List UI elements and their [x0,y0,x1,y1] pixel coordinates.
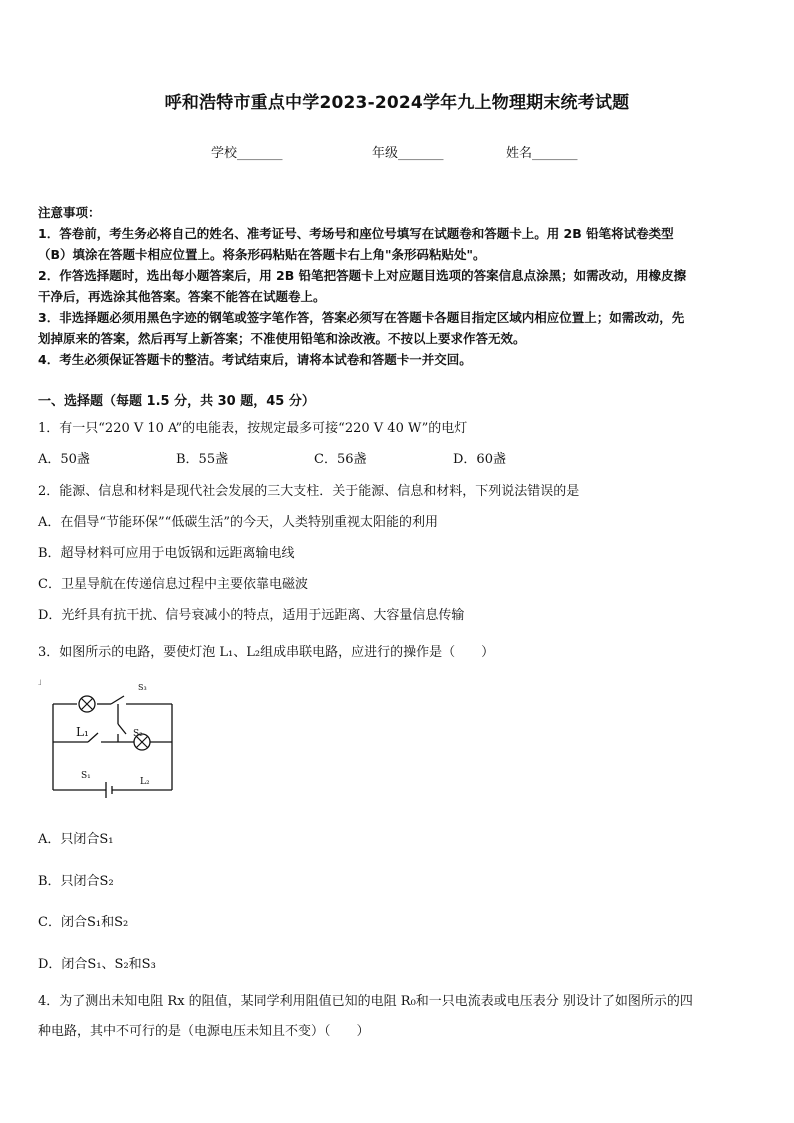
name-field: 姓名_______ [506,146,578,161]
q1-option-c: C．56盏 [314,452,367,467]
question-4-line-2: 种电路，其中不可行的是（电源电压未知且不变）（ ） [38,1024,370,1039]
label-s1: S₁ [81,771,91,781]
q1-option-d: D．60盏 [453,452,506,467]
q2-option-b: B．超导材料可应用于电饭锅和远距离输电线 [38,546,295,561]
question-4-line-1: 4．为了测出未知电阻 Rx 的阻值，某同学利用阻值已知的电阻 R₀和一只电流表或电压表分 别设计了如图所示的四 [38,994,693,1009]
corner-mark: 」 [38,677,46,686]
lamp-l1-icon [79,696,95,712]
notice-heading: 注意事项： [38,205,101,220]
notice-line: 2．作答选择题时，选出每小题答案后，用 2B 铅笔把答题卡上对应题目选项的答案信息点涂黑；如需改动，用橡皮擦 [38,268,687,283]
q3-option-b: B．只闭合S₂ [38,874,114,889]
label-s3: S₃ [138,683,147,692]
label-l2: L₂ [140,777,150,787]
notice-line: 4．考生必须保证答题卡的整洁。考试结束后，请将本试卷和答题卡一并交回。 [38,352,472,367]
notice-line: 干净后，再选涂其他答案。答案不能答在试题卷上。 [38,289,326,304]
label-s2: S₂ [133,729,143,739]
q2-option-d: D．光纤具有抗干扰、信号衰减小的特点，适用于远距离、大容量信息传输 [38,608,465,623]
circuit-diagram [38,674,178,802]
q2-option-c: C．卫星导航在传递信息过程中主要依靠电磁波 [38,577,308,592]
notice-line: 划掉原来的答案，然后再写上新答案；不准使用铅笔和涂改液。不按以上要求作答无效。 [38,331,526,346]
question-2-stem: 2．能源、信息和材料是现代社会发展的三大支柱．关于能源、信息和材料，下列说法错误的是 [38,484,580,499]
notice-line: 3．非选择题必须用黑色字迹的钢笔或签字笔作答，答案必须写在答题卡各题目指定区域内相应位置上；如需改动，先 [38,310,685,325]
section-heading: 一、选择题（每题 1.5 分，共 30 题，45 分） [38,394,315,409]
grade-field: 年级_______ [372,146,444,161]
question-1-stem: 1．有一只“220 V 10 A”的电能表，按规定最多可接“220 V 40 W”的电灯 [38,421,468,436]
question-3-stem: 3．如图所示的电路，要使灯泡 L₁、L₂组成串联电路，应进行的操作是（ ） [38,645,495,660]
label-l1: L₁ [76,725,89,739]
q3-option-a: A．只闭合S₁ [38,832,114,847]
q2-option-a: A．在倡导“节能环保”“低碳生活”的今天，人类特别重视太阳能的利用 [38,515,438,530]
q3-option-c: C．闭合S₁和S₂ [38,915,129,930]
exam-title: 呼和浩特市重点中学2023-2024学年九上物理期末统考试题 [164,93,630,113]
q1-option-b: B．55盏 [176,452,229,467]
q1-option-a: A．50盏 [38,452,90,467]
school-field: 学校_______ [211,146,283,161]
q3-option-d: D．闭合S₁、S₂和S₃ [38,957,156,972]
notice-line: 1．答卷前，考生务必将自己的姓名、准考证号、考场号和座位号填写在试题卷和答题卡上。用 2B 铅笔将试卷类型 [38,226,674,241]
notice-line: （B）填涂在答题卡相应位置上。将条形码粘贴在答题卡右上角"条形码粘贴处"。 [38,247,486,262]
